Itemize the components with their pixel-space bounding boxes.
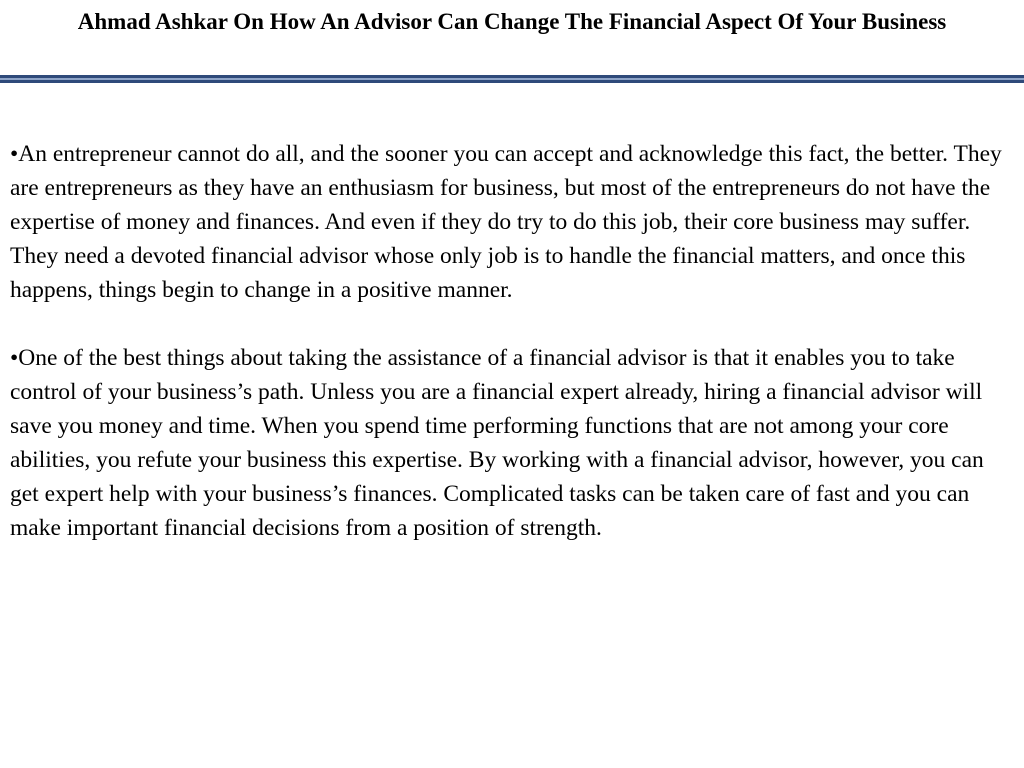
bullet-paragraph-1: •An entrepreneur cannot do all, and the sooner you can accept and acknowledge this fact, the better. They are entrepreneurs as they have an enthusiasm for business, but most of the entrepreneurs do not have the expertise of money and finances. And even if they do try to do this job, their core business may suffer. They need a devoted financial advisor whose only job is to handle the financial matters, and once this happens, things begin to change in a positive manner. (10, 141, 1002, 303)
slide-title: Ahmad Ashkar On How An Advisor Can Change The Financial Aspect Of Your Business (77, 9, 947, 34)
slide-body (10, 137, 1012, 579)
divider-line-dark (0, 80, 1024, 83)
title-divider (0, 75, 1024, 83)
bullet-paragraph-2: •One of the best things about taking the assistance of a financial advisor is that it enables you to take control of your business’s path. Unless you are a financial expert already, hiring a financial advisor will save you money and time. When you spend time performing functions that are not among your core abilities, you refute your business this expertise. By working with a financial advisor, however, you can get expert help with your business’s finances. Complicated tasks can be taken care of fast and you can make important financial decisions from a position of strength. (10, 345, 984, 541)
